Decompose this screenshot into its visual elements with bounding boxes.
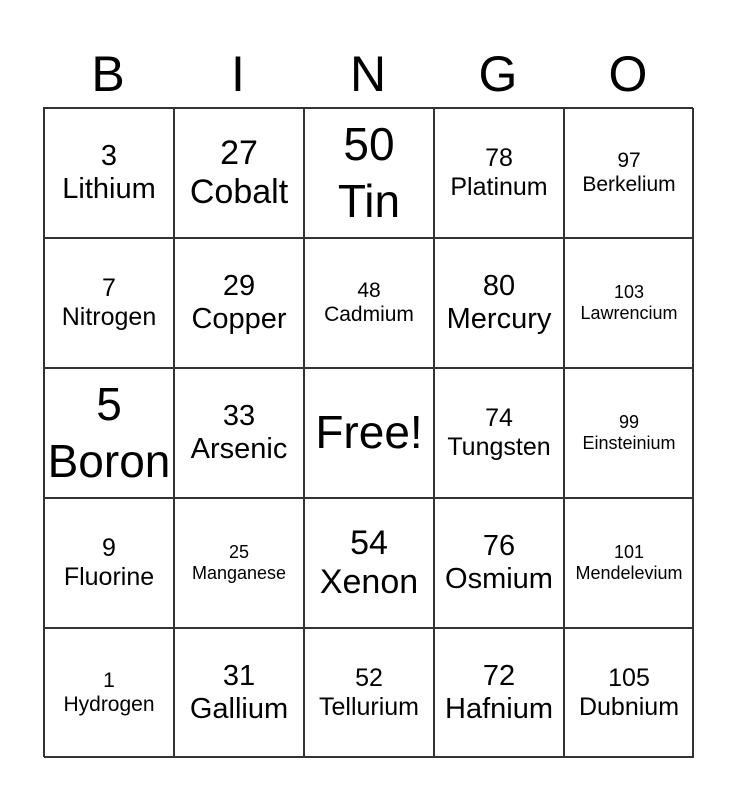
header-letter-i: I (231, 46, 245, 102)
bingo-cell[interactable] (564, 628, 694, 758)
cell-number: 72 (482, 659, 516, 692)
cell-number: 25 (228, 542, 250, 563)
bingo-cell[interactable] (434, 368, 564, 498)
cell-number: 74 (485, 404, 513, 433)
bingo-cell[interactable] (174, 628, 304, 758)
header-letter-b: B (91, 46, 125, 102)
bingo-cell[interactable] (564, 368, 694, 498)
bingo-cell[interactable] (564, 108, 694, 238)
cell-label: Einsteinium (582, 433, 676, 453)
cell-label: Copper (191, 303, 287, 335)
cell-number: 27 (220, 133, 258, 172)
cell-label: Nitrogen (61, 303, 157, 331)
bingo-cell[interactable] (434, 628, 564, 758)
cell-number: 33 (222, 399, 256, 432)
bingo-cell[interactable] (434, 498, 564, 628)
bingo-cell[interactable] (434, 108, 564, 238)
bingo-cell[interactable] (174, 368, 304, 498)
bingo-cell[interactable] (434, 238, 564, 368)
cell-label: Dubnium (578, 693, 680, 721)
cell-number: 5 (96, 377, 122, 430)
bingo-grid (43, 107, 693, 757)
cell-label: Fluorine (63, 563, 155, 591)
cell-label: Manganese (191, 563, 287, 583)
cell-label: Lawrencium (580, 303, 678, 323)
cell-label: Xenon (319, 563, 419, 601)
cell-number: 54 (350, 523, 388, 562)
cell-label: Platinum (450, 173, 548, 201)
cell-number: 7 (102, 274, 116, 303)
cell-number: 9 (102, 534, 116, 563)
cell-number: 52 (355, 664, 383, 693)
bingo-cell[interactable] (174, 498, 304, 628)
cell-label: Cobalt (189, 173, 289, 211)
cell-number: 101 (613, 542, 645, 563)
cell-number: 1 (103, 668, 115, 692)
cell-number: 103 (613, 282, 645, 303)
cell-number: 3 (100, 139, 118, 172)
bingo-cell[interactable] (564, 238, 694, 368)
cell-label: Gallium (189, 693, 289, 725)
bingo-cell[interactable] (44, 498, 174, 628)
cell-label: Osmium (445, 563, 553, 595)
cell-label: Free! (315, 406, 423, 459)
bingo-cell[interactable] (44, 108, 174, 238)
bingo-header (43, 44, 693, 104)
bingo-cell[interactable] (304, 498, 434, 628)
free-space-cell[interactable] (304, 368, 434, 498)
cell-label: Cadmium (324, 303, 414, 326)
cell-label: Arsenic (190, 433, 288, 465)
cell-number: 50 (343, 117, 395, 170)
header-letter-g: G (478, 46, 518, 102)
header-letter-n: N (349, 46, 387, 102)
cell-number: 78 (485, 144, 513, 173)
bingo-cell[interactable] (174, 108, 304, 238)
cell-label: Mendelevium (575, 563, 683, 583)
cell-label: Hydrogen (63, 693, 155, 716)
cell-number: 48 (357, 278, 381, 302)
cell-label: Tin (337, 175, 401, 227)
cell-label: Tungsten (447, 433, 551, 461)
bingo-cell[interactable] (304, 628, 434, 758)
bingo-cell[interactable] (564, 498, 694, 628)
cell-number: 31 (222, 659, 256, 692)
bingo-cell[interactable] (304, 108, 434, 238)
cell-label: Mercury (446, 303, 552, 335)
cell-number: 105 (608, 664, 650, 693)
header-letter-o: O (608, 46, 648, 102)
bingo-cell[interactable] (304, 238, 434, 368)
cell-label: Tellurium (318, 693, 420, 721)
bingo-cell[interactable] (44, 628, 174, 758)
cell-label: Hafnium (445, 693, 553, 725)
cell-number: 29 (222, 269, 256, 302)
bingo-cell[interactable] (44, 368, 174, 498)
cell-number: 99 (618, 412, 640, 433)
bingo-cell[interactable] (44, 238, 174, 368)
cell-number: 97 (617, 148, 641, 172)
bingo-cell[interactable] (174, 238, 304, 368)
cell-number: 76 (482, 529, 516, 562)
cell-label: Berkelium (582, 173, 676, 196)
cell-label: Lithium (62, 173, 156, 205)
cell-number: 80 (482, 269, 516, 302)
cell-label: Boron (47, 435, 171, 487)
